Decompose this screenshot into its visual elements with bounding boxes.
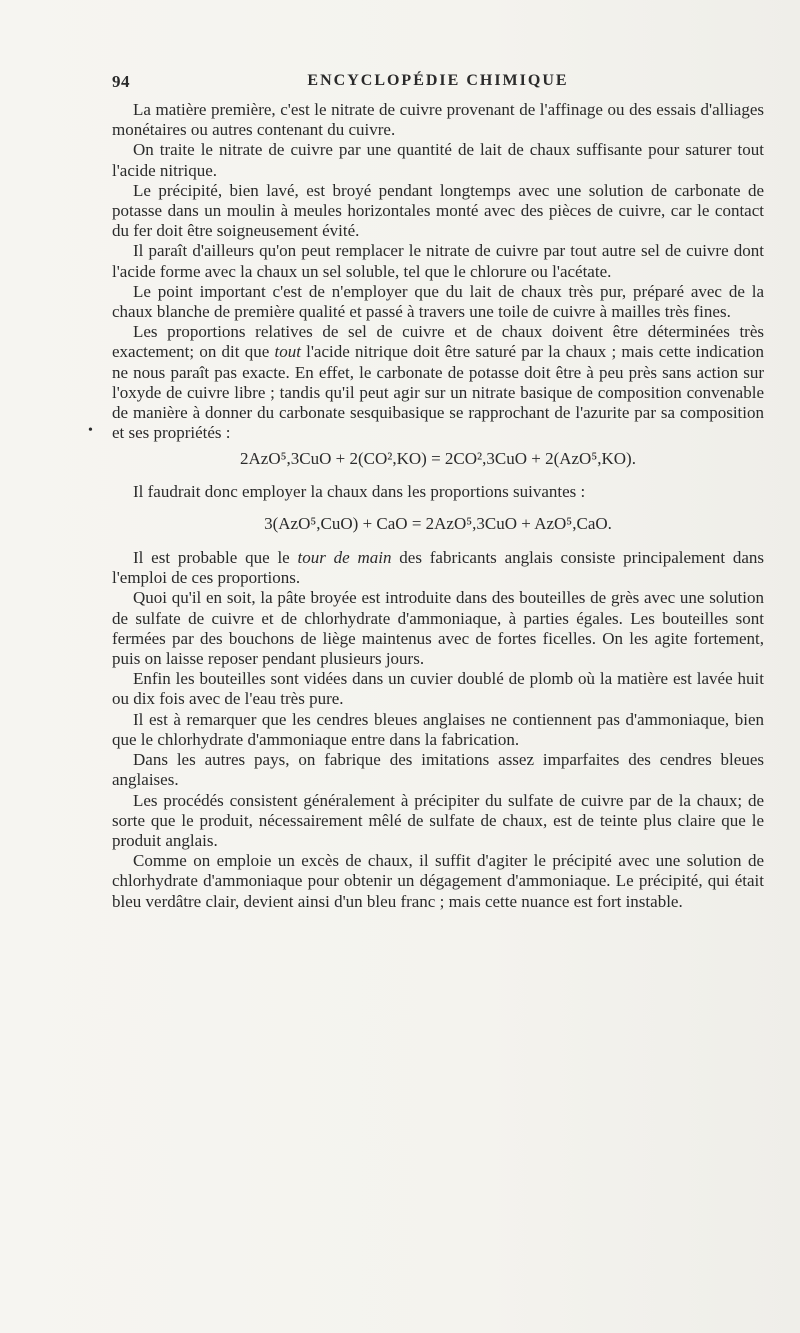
- page-number: 94: [112, 72, 130, 91]
- body-text: [112, 100, 764, 912]
- paragraph-8: [112, 548, 764, 588]
- paragraph-13: Les procédés consistent généralement à précipiter du sulfate de cuivre par de la chaux; de sorte que le produit, nécessairement mêlé de sulfate de chaux, est de teinte plus claire que le produit anglais.: [112, 790, 764, 850]
- paragraph-6: [112, 322, 764, 443]
- paragraph-7: Il faudrait donc employer la chaux dans les proportions suivantes :: [133, 481, 586, 501]
- paragraph-14: Comme on emploie un excès de chaux, il suffit d'agiter le précipité avec une solution de chlorhydrate d'ammoniaque pour obtenir un dégagement d'ammoniaque. Le précipité, qui était bleu verdâtre clair, devient ainsi d'un bleu franc ; mais cette nuance est fort instable.: [112, 851, 764, 911]
- formula-2: 3(AzO⁵,CuO) + CaO = 2AzO⁵,3CuO + AzO⁵,CaO.: [264, 513, 612, 533]
- running-title: ENCYCLOPÉDIE CHIMIQUE: [307, 72, 569, 89]
- paragraph-8-text-a: Il est probable que le: [133, 548, 298, 568]
- paragraph-3: Le précipité, bien lavé, est broyé pendant longtemps avec une solution de carbonate de potasse dans un moulin à meules horizontales monté avec des pièces de cuivre, car le contact du fer doit être soigneusement évité.: [112, 180, 764, 241]
- paragraph-8-text-b: des fabricants anglais consiste principalement dans l'emploi de ces proportions.: [112, 548, 764, 588]
- paragraph-4: Il paraît d'ailleurs qu'on peut remplacer le nitrate de cuivre par tout autre sel de cuivre dont l'acide forme avec la chaux un sel soluble, tel que le chlorure ou l'acétate.: [112, 241, 764, 281]
- formula-1: 2AzO⁵,3CuO + 2(CO²,KO) = 2CO²,3CuO + 2(AzO⁵,KO).: [240, 449, 636, 469]
- paragraph-9: Quoi qu'il en soit, la pâte broyée est introduite dans des bouteilles de grès avec une solution de sulfate de cuivre et de chlorhydrate d'ammoniaque, à parties égales. Les bouteilles sont fermées par des bouchons de liège maintenus avec de fortes ficelles. On les agite fortement, puis on laisse reposer pendant plusieurs jours.: [112, 588, 764, 669]
- paragraph-12: Dans les autres pays, on fabrique des imitations assez imparfaites des cendres bleues anglaises.: [112, 750, 764, 790]
- margin-mark: •: [88, 423, 93, 438]
- paragraph-6-text-a: Les proportions relatives de sel de cuivre et de chaux doivent être déterminées très exactement; on dit que: [112, 322, 764, 362]
- paragraph-11: Il est à remarquer que les cendres bleues anglaises ne contiennent pas d'ammoniaque, bien que le chlorhydrate d'ammoniaque entre dans la fabrication.: [112, 709, 764, 749]
- paragraph-10: Enfin les bouteilles sont vidées dans un cuvier doublé de plomb où la matière est lavée huit ou dix fois avec de l'eau très pure.: [112, 669, 764, 709]
- paragraph-2: On traite le nitrate de cuivre par une quantité de lait de chaux suffisante pour saturer tout l'acide nitrique.: [112, 140, 764, 180]
- paragraph-6-text-b: l'acide nitrique doit être saturé par la chaux ; mais cette indication ne nous paraît pas exacte. En effet, le carbonate de potasse doit être à peu près sans action sur l'oxyde de cuivre libre ; tandis qu'il peut agir sur un nitrate basique de composition convenable de manière à donner du carbonate sesquibasique se rapprochant de l'azurite par sa composition et ses propriétés :: [112, 342, 764, 443]
- emphasis-tour-de-main: tour de main: [297, 548, 392, 568]
- paragraph-5: Le point important c'est de n'employer que du lait de chaux très pur, préparé avec de la chaux blanche de première qualité et passé à travers une toile de cuivre à mailles très fines.: [112, 281, 764, 322]
- page-header: [112, 72, 764, 96]
- emphasis-tout: tout: [274, 342, 301, 362]
- paragraph-1: La matière première, c'est le nitrate de cuivre provenant de l'affinage ou des essais d'alliages monétaires ou autres contenant du cuivre.: [112, 100, 764, 140]
